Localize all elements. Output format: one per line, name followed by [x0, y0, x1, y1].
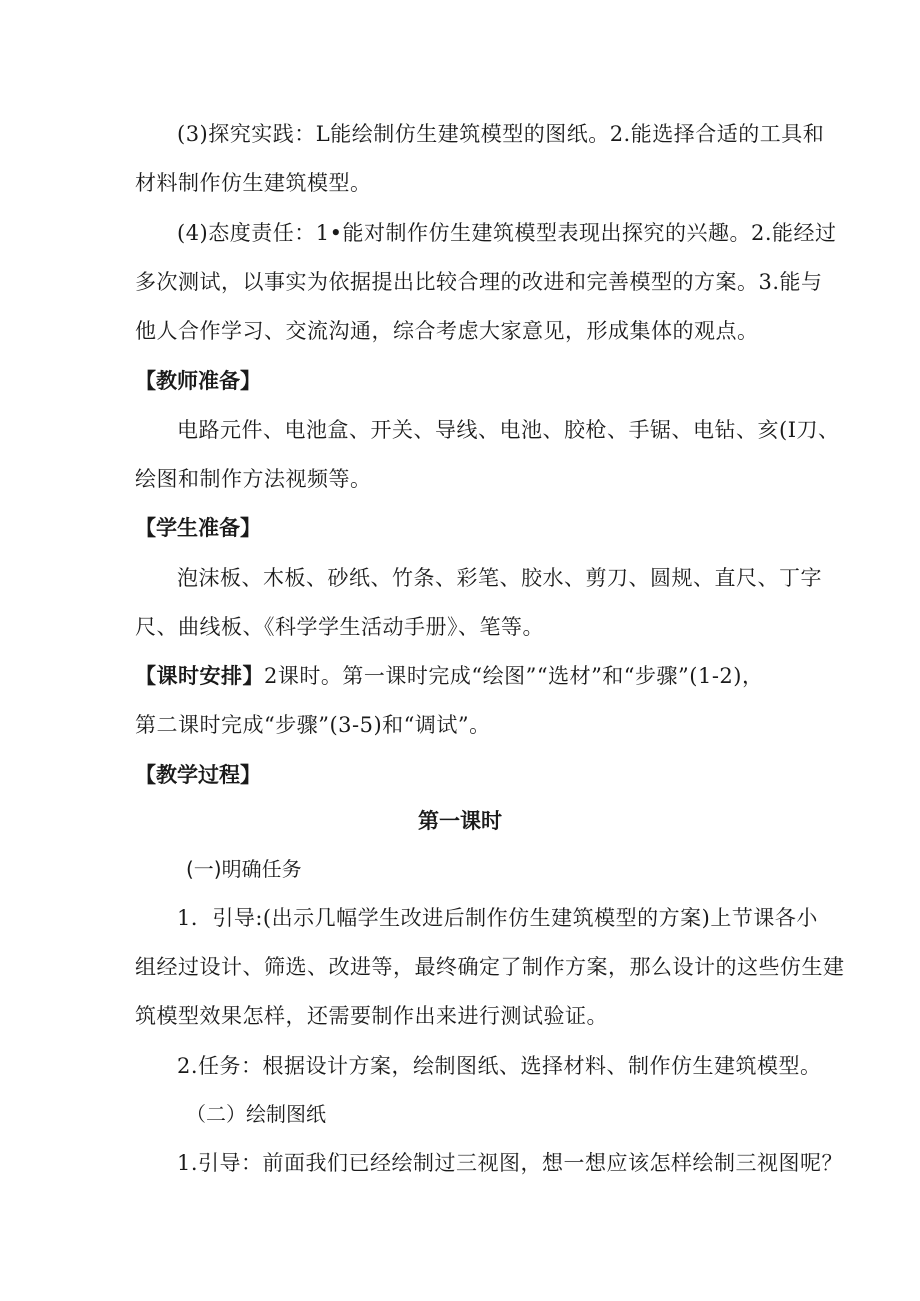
student-prep-line1: 泡沫板、木板、砂纸、竹条、彩笔、胶水、剪刀、圆规、直尺、丁字 — [177, 566, 822, 590]
objective-attitude-line1: (4)态度责任：1•能对制作仿生建筑模型表现出探究的兴趣。2.能经过 — [177, 221, 837, 245]
student-prep-heading: 【学生准备】 — [135, 516, 261, 540]
teacher-prep-line1: 电路元件、电池盒、开关、导线、电池、胶枪、手锯、电钻、亥(I刀、 — [177, 418, 840, 442]
objective-practice-line1: (3)探究实践：L能绘制仿生建筑模型的图纸。2.能选择合适的工具和 — [177, 122, 825, 146]
objective-practice-line2: 材料制作仿生建筑模型。 — [135, 171, 372, 195]
schedule-line1-text: 2课时。第一课时完成“绘图”“选材”和“步骤”(1-2)， — [264, 664, 764, 688]
process-heading: 【教学过程】 — [135, 763, 261, 787]
teacher-prep-heading: 【教师准备】 — [135, 369, 261, 393]
task-item: 2.任务：根据设计方案，绘制图纸、选择材料、制作仿生建筑模型。 — [177, 1054, 822, 1078]
guide-item-line3: 筑模型效果怎样，还需要制作出来进行测试验证。 — [135, 1004, 608, 1028]
lesson-title: 第一课时 — [418, 809, 502, 833]
student-prep-line2: 尺、曲线板、《科学学生活动手册》、笔等。 — [135, 615, 544, 639]
section-draw-plans: （二）绘制图纸 — [186, 1102, 326, 1126]
objective-attitude-line3: 他人合作学习、交流沟通，综合考虑大家意见，形成集体的观点。 — [135, 319, 759, 343]
schedule-label: 【课时安排】 — [135, 664, 264, 688]
draw-guide-item: 1.引导：前面我们已经绘制过三视图，想一想应该怎样绘制三视图呢？ — [177, 1151, 844, 1175]
schedule-line1 — [135, 661, 763, 691]
guide-item-line1: 1．引导:(出示几幅学生改进后制作仿生建筑模型的方案)上节课各小 — [177, 906, 818, 930]
section-clarify-task: (一)明确任务 — [186, 857, 302, 881]
teacher-prep-line2: 绘图和制作方法视频等。 — [135, 467, 372, 491]
schedule-line2: 第二课时完成“步骤”(3-5)和“调试”。 — [135, 713, 491, 737]
objective-attitude-line2: 多次测试，以事实为依据提出比较合理的改进和完善模型的方案。3.能与 — [135, 270, 823, 294]
guide-item-line2: 组经过设计、筛选、改进等，最终确定了制作方案，那么设计的这些仿生建 — [135, 955, 845, 979]
